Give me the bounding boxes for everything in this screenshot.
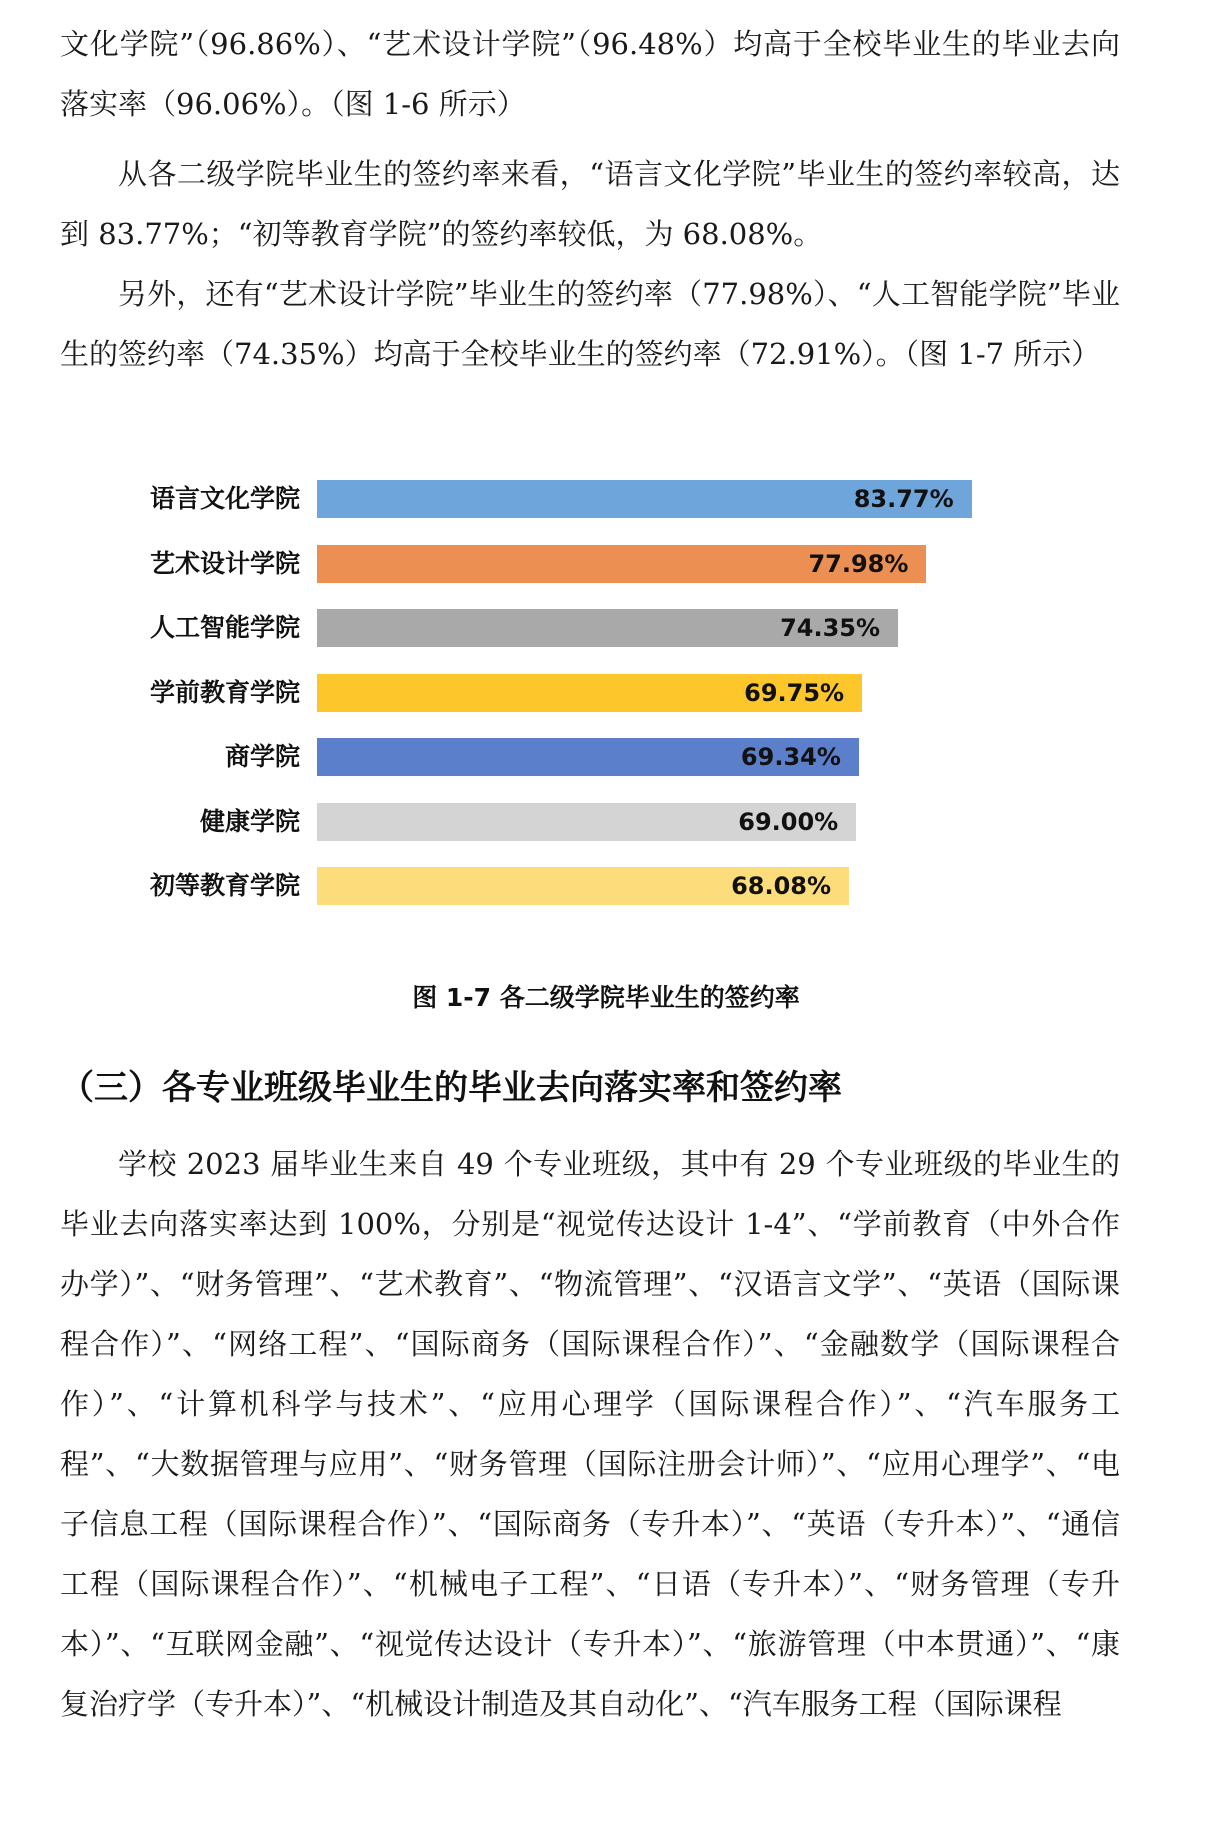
bar-value-label: 74.35%: [780, 614, 881, 642]
bar: [317, 738, 859, 776]
section-heading: （三）各专业班级毕业生的毕业去向落实率和签约率: [60, 1068, 842, 1108]
bar-category-label: 学前教育学院: [149, 677, 300, 707]
bar-row: [0, 609, 1212, 647]
bar: [317, 674, 862, 712]
bar-row: [0, 545, 1212, 583]
bar-category-label: 艺术设计学院: [149, 548, 300, 578]
bar-row: [0, 867, 1212, 905]
bar-value-label: 69.34%: [740, 743, 841, 771]
bar-category-label: 人工智能学院: [149, 613, 300, 642]
bar: [317, 480, 972, 518]
paragraph-signing-rate-comparison: 另外，还有“艺术设计学院”毕业生的签约率（77.98%）、“人工智能学院”毕业生的签约率（74.35%）均高于全校毕业生的签约率（72.91%）。（图 1-7 所示）: [60, 277, 1120, 371]
bar-row: [0, 674, 1212, 712]
bar-category-label: 初等教育学院: [149, 871, 300, 900]
bar-value-label: 69.00%: [738, 807, 839, 836]
bar-row: [0, 803, 1212, 841]
bar-category-label: 商学院: [224, 742, 300, 771]
paragraph-major-classes: 学校 2023 届毕业生来自 49 个专业班级，其中有 29 个专业班级的毕业生的毕业去向落实率达到 100%，分别是“视觉传达设计 1-4”、“学前教育（中外合作办学）”、“财务管理”、“艺术教育”、“物流管理”、“汉语言文学”、“英语（国际课程合作）”、“网络工程”、“国际商务（国际课程合作）”、“金融数学（国际课程合作）”、“计算机科学与技术”、“应用心理学（国际课程合作）”、“汽车服务工程”、“大数据管理与应用”、“财务管理（国际注册会计师）”、“应用心理学”、“电子信息工程（国际课程合作）”、“国际商务（专升本）”、“英语（专升本）”、“通信工程（国际课程合作）”、“机械电子工程”、“日语（专升本）”、“财务管理（专升本）”、“互联网金融”、“视觉传达设计（专升本）”、“旅游管理（中本贯通）”、“康复治疗学（专升本）”、“机械设计制造及其自动化”、“汽车服务工程（国际课程: [60, 1147, 1120, 1721]
bar-category-label: 健康学院: [199, 806, 300, 836]
bar-row: [0, 480, 1212, 518]
bar-chart-signing-rate: [0, 470, 1212, 940]
paragraph-signing-rate: 从各二级学院毕业生的签约率来看，“语言文化学院”毕业生的签约率较高，达到 83.77%；“初等教育学院”的签约率较低，为 68.08%。: [60, 157, 1120, 251]
bar-value-label: 68.08%: [731, 872, 832, 900]
bar-value-label: 77.98%: [808, 549, 909, 578]
paragraph-continuation: 文化学院”（96.86%）、“艺术设计学院”（96.48%）均高于全校毕业生的毕业去向落实率（96.06%）。（图 1-6 所示）: [60, 27, 1120, 121]
figure-caption: 图 1-7 各二级学院毕业生的签约率: [412, 983, 800, 1012]
bar: [317, 545, 926, 583]
bar: [317, 609, 898, 647]
bar: [317, 867, 849, 905]
bar-row: [0, 738, 1212, 776]
bar-value-label: 83.77%: [853, 485, 954, 513]
bar: [317, 803, 856, 841]
bar-value-label: 69.75%: [744, 678, 845, 707]
bar-category-label: 语言文化学院: [149, 484, 300, 513]
